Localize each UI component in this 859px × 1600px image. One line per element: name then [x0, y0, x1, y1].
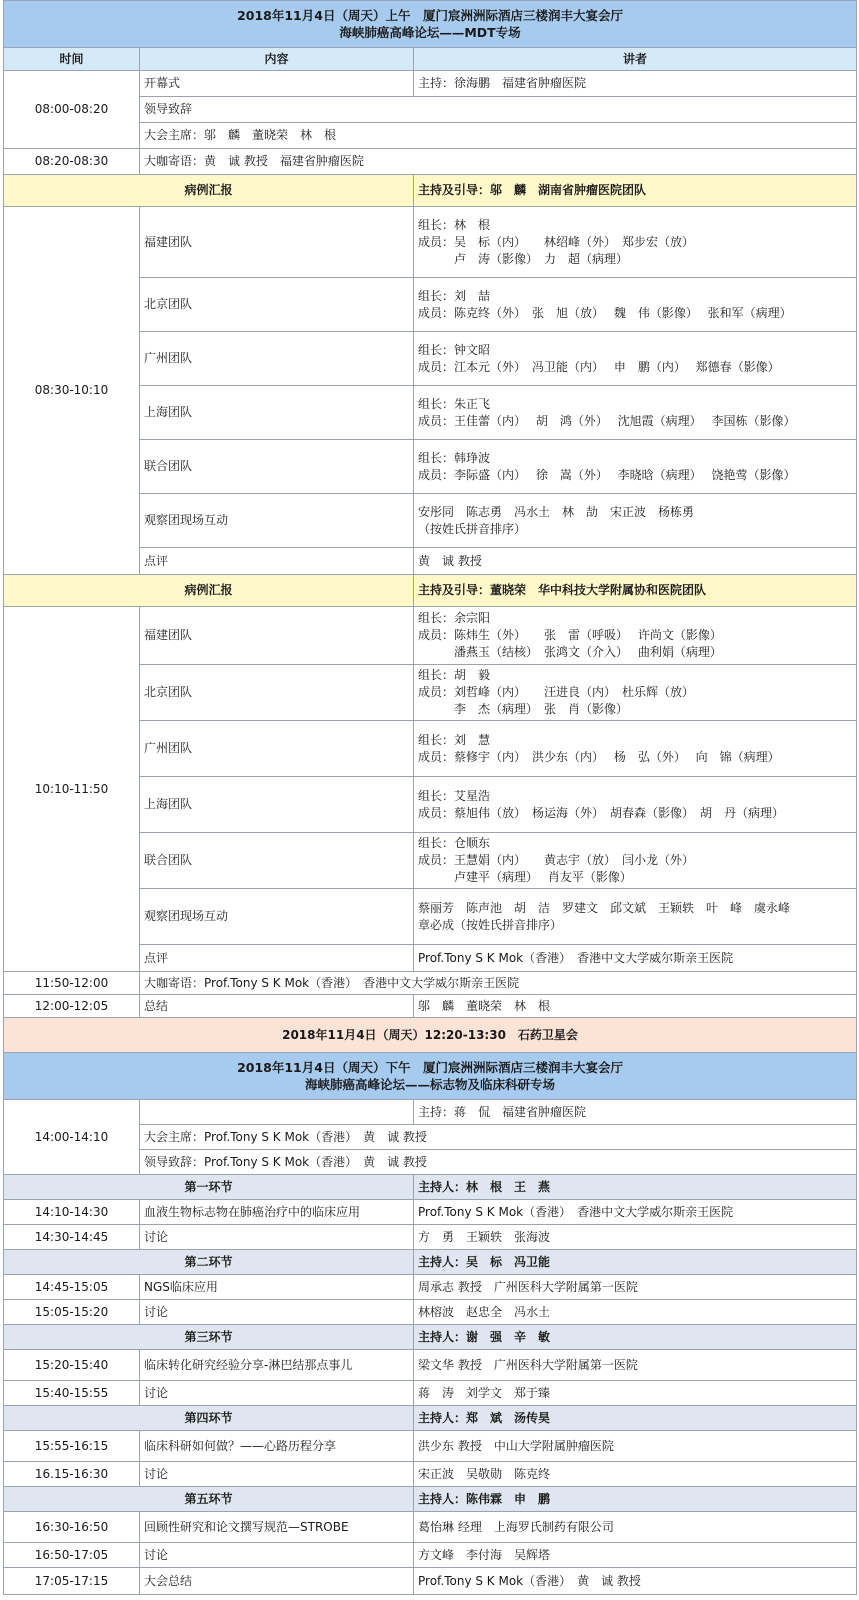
- session-host: 主持人：林 根 王 燕: [414, 1175, 857, 1200]
- pm-header-line1: 2018年11月4日（周天）下午 厦门宸洲洲际酒店三楼润丰大宴会厅: [237, 1060, 623, 1075]
- session-header-row: [4, 1487, 857, 1512]
- session-header-row: [4, 1175, 857, 1200]
- table-row: [4, 607, 857, 665]
- section-header-row: [4, 575, 857, 607]
- content-cell: 临床科研如何做？——心路历程分享: [140, 1431, 414, 1462]
- members-cell: 组长：林 根 成员：吴 标（内） 林绍峰（外） 郑步宏（放） 卢 涛（影像） 力 超（病理）: [414, 207, 857, 278]
- table-row: [4, 1381, 857, 1406]
- col-header-time: 时间: [4, 48, 140, 71]
- session-header-row: [4, 1325, 857, 1350]
- content-cell: 讨论: [140, 1300, 414, 1325]
- members-cell: 组长：刘 慧 成员：蔡修宇（内） 洪少东（内） 杨 弘（外） 向 锦（病理）: [414, 721, 857, 777]
- speaker-cell: Prof.Tony S K Mok（香港） 香港中文大学威尔斯亲王医院: [414, 1200, 857, 1225]
- content-cell: NGS临床应用: [140, 1275, 414, 1300]
- members-cell: 组长：韩琤波 成员：李际盛（内） 徐 嵩（外） 李晓晗（病理） 饶艳莺（影像）: [414, 440, 857, 494]
- time-cell: 14:30-14:45: [4, 1225, 140, 1250]
- column-header-row: [4, 48, 857, 71]
- time-cell: 14:00-14:10: [4, 1100, 140, 1175]
- session-header-row: [4, 1250, 857, 1275]
- section-title: 病例汇报: [4, 175, 414, 207]
- session-title: 第四环节: [4, 1406, 414, 1431]
- members-cell: 黄 诚 教授: [414, 548, 857, 575]
- team-cell: 点评: [140, 945, 414, 972]
- section-host: 主持及引导：邬 麟 湖南省肿瘤医院团队: [414, 175, 857, 207]
- members-cell: 组长：艾星浩 成员：蔡旭伟（放） 杨运海（外） 胡春森（影像） 胡 丹（病理）: [414, 777, 857, 833]
- section-title: 病例汇报: [4, 575, 414, 607]
- table-row: [4, 1543, 857, 1568]
- table-row: [4, 972, 857, 995]
- section-host: 主持及引导：董晓荣 华中科技大学附属协和医院团队: [414, 575, 857, 607]
- time-cell: 14:45-15:05: [4, 1275, 140, 1300]
- speaker-cell: 主持：蒋 侃 福建省肿瘤医院: [414, 1100, 857, 1125]
- table-row: [4, 1100, 857, 1125]
- members-cell: 组长：胡 毅 成员：刘哲峰（内） 汪进良（内） 杜乐辉（放） 李 杰（病理） 张 肖（影像）: [414, 665, 857, 721]
- team-cell: 联合团队: [140, 440, 414, 494]
- table-row: [4, 1431, 857, 1462]
- members-cell: 组长：余宗阳 成员：陈炜生（外） 张 雷（呼吸） 许尚文（影像） 潘燕玉（结核） 张鸿文（介入） 曲利娟（病理）: [414, 607, 857, 665]
- session-title: 第三环节: [4, 1325, 414, 1350]
- table-row: [4, 1350, 857, 1381]
- session-host: 主持人：谢 强 辛 敏: [414, 1325, 857, 1350]
- table-row: [4, 1275, 857, 1300]
- speaker-cell: 方 勇 王颖轶 张海波: [414, 1225, 857, 1250]
- am-header: [4, 1, 857, 48]
- time-cell: 15:20-15:40: [4, 1350, 140, 1381]
- speaker-cell: 方文峰 李付海 吴辉塔: [414, 1543, 857, 1568]
- time-cell: 15:55-16:15: [4, 1431, 140, 1462]
- speaker-cell: 林榕波 赵忠全 冯水土: [414, 1300, 857, 1325]
- content-cell: 总结: [140, 995, 414, 1018]
- team-cell: 北京团队: [140, 665, 414, 721]
- speaker-cell: 葛怡琳 经理 上海罗氏制药有限公司: [414, 1512, 857, 1543]
- team-cell: 点评: [140, 548, 414, 575]
- time-cell: 16.15-16:30: [4, 1462, 140, 1487]
- session-header-row: [4, 1406, 857, 1431]
- col-header-content: 内容: [140, 48, 414, 71]
- table-row: [4, 1462, 857, 1487]
- speaker-cell: 梁文华 教授 广州医科大学附属第一医院: [414, 1350, 857, 1381]
- speaker-cell: 主持：徐海鹏 福建省肿瘤医院: [414, 71, 857, 97]
- content-cell: 大会主席：Prof.Tony S K Mok（香港） 黄 诚 教授: [140, 1125, 857, 1150]
- content-cell: 回顾性研究和论文撰写规范—STROBE: [140, 1512, 414, 1543]
- team-cell: 福建团队: [140, 207, 414, 278]
- time-cell: 15:05-15:20: [4, 1300, 140, 1325]
- speaker-cell: Prof.Tony S K Mok（香港） 黄 诚 教授: [414, 1568, 857, 1595]
- time-cell: 11:50-12:00: [4, 972, 140, 995]
- col-header-speaker: 讲者: [414, 48, 857, 71]
- table-row: [4, 1200, 857, 1225]
- table-row: [4, 71, 857, 97]
- content-cell: [140, 1100, 414, 1125]
- content-cell: 血液生物标志物在肺癌治疗中的临床应用: [140, 1200, 414, 1225]
- team-cell: 广州团队: [140, 332, 414, 386]
- time-cell: 12:00-12:05: [4, 995, 140, 1018]
- team-cell: 联合团队: [140, 833, 414, 889]
- content-cell: 领导致辞: [140, 97, 857, 123]
- members-cell: 组长：仓顺东 成员：王慧娟（内） 黄志宇（放） 闫小龙（外） 卢建平（病理） 肖友平（影像）: [414, 833, 857, 889]
- time-cell: 17:05-17:15: [4, 1568, 140, 1595]
- session-host: 主持人：郑 斌 汤传昊: [414, 1406, 857, 1431]
- team-cell: 广州团队: [140, 721, 414, 777]
- satellite-banner: 2018年11月4日（周天）12:20-13:30 石药卫星会: [4, 1018, 857, 1053]
- pm-header-line2: 海峡肺癌高峰论坛——标志物及临床科研专场: [305, 1077, 556, 1092]
- session-title: 第一环节: [4, 1175, 414, 1200]
- speaker-cell: 邬 麟 董晓荣 林 根: [414, 995, 857, 1018]
- satellite-row: [4, 1018, 857, 1053]
- content-cell: 大咖寄语：Prof.Tony S K Mok（香港） 香港中文大学威尔斯亲王医院: [140, 972, 857, 995]
- table-row: [4, 1225, 857, 1250]
- content-cell: 领导致辞：Prof.Tony S K Mok（香港） 黄 诚 教授: [140, 1150, 857, 1175]
- table-row: [4, 1300, 857, 1325]
- table-row: [4, 149, 857, 175]
- members-cell: Prof.Tony S K Mok（香港） 香港中文大学威尔斯亲王医院: [414, 945, 857, 972]
- time-cell: 14:10-14:30: [4, 1200, 140, 1225]
- members-cell: 组长：朱正飞 成员：王佳蕾（内） 胡 鸿（外） 沈旭霞（病理） 李国栋（影像）: [414, 386, 857, 440]
- table-row: [4, 1568, 857, 1595]
- table-row: [4, 207, 857, 278]
- time-cell: 08:00-08:20: [4, 71, 140, 149]
- pm-header: [4, 1053, 857, 1100]
- session-title: 第二环节: [4, 1250, 414, 1275]
- content-cell: 讨论: [140, 1381, 414, 1406]
- session-title: 第五环节: [4, 1487, 414, 1512]
- am-header-line2: 海峡肺癌高峰论坛——MDT专场: [339, 25, 521, 40]
- time-cell: 08:30-10:10: [4, 207, 140, 575]
- content-cell: 开幕式: [140, 71, 414, 97]
- content-cell: 讨论: [140, 1225, 414, 1250]
- speaker-cell: 周承志 教授 广州医科大学附属第一医院: [414, 1275, 857, 1300]
- time-cell: 15:40-15:55: [4, 1381, 140, 1406]
- team-cell: 观察团现场互动: [140, 494, 414, 548]
- team-cell: 福建团队: [140, 607, 414, 665]
- table-row: [4, 1512, 857, 1543]
- content-cell: 讨论: [140, 1462, 414, 1487]
- time-cell: 16:50-17:05: [4, 1543, 140, 1568]
- members-cell: 组长：钟文昭 成员：江本元（外） 冯卫能（内） 申 鹏（内） 郑德春（影像）: [414, 332, 857, 386]
- team-cell: 上海团队: [140, 777, 414, 833]
- table-row: [4, 995, 857, 1018]
- time-cell: 08:20-08:30: [4, 149, 140, 175]
- content-cell: 大咖寄语：黄 诚 教授 福建省肿瘤医院: [140, 149, 857, 175]
- team-cell: 上海团队: [140, 386, 414, 440]
- am-header-row: [4, 1, 857, 48]
- content-cell: 大会总结: [140, 1568, 414, 1595]
- members-cell: 安彤同 陈志勇 冯水土 林 劼 宋正波 杨栋勇 （按姓氏拼音排序）: [414, 494, 857, 548]
- team-cell: 观察团现场互动: [140, 889, 414, 945]
- members-cell: 蔡丽芳 陈声池 胡 洁 罗建文 邱文斌 王颖轶 叶 峰 虞永峰 章必成（按姓氏拼音排序）: [414, 889, 857, 945]
- pm-header-row: [4, 1053, 857, 1100]
- content-cell: 临床转化研究经验分享-淋巴结那点事儿: [140, 1350, 414, 1381]
- section-header-row: [4, 175, 857, 207]
- members-cell: 组长：刘 喆 成员：陈克终（外） 张 旭（放） 魏 伟（影像） 张和军（病理）: [414, 278, 857, 332]
- team-cell: 北京团队: [140, 278, 414, 332]
- speaker-cell: 宋正波 吴敬勋 陈克终: [414, 1462, 857, 1487]
- content-cell: 讨论: [140, 1543, 414, 1568]
- session-host: 主持人：陈伟霖 申 鹏: [414, 1487, 857, 1512]
- content-cell: 大会主席：邬 麟 董晓荣 林 根: [140, 123, 857, 149]
- speaker-cell: 洪少东 教授 中山大学附属肿瘤医院: [414, 1431, 857, 1462]
- speaker-cell: 蒋 涛 刘学文 郑于臻: [414, 1381, 857, 1406]
- session-host: 主持人：吴 标 冯卫能: [414, 1250, 857, 1275]
- am-header-line1: 2018年11月4日（周天）上午 厦门宸洲洲际酒店三楼润丰大宴会厅: [237, 8, 623, 23]
- time-cell: 16:30-16:50: [4, 1512, 140, 1543]
- time-cell: 10:10-11:50: [4, 607, 140, 972]
- schedule-table: [3, 0, 857, 1595]
